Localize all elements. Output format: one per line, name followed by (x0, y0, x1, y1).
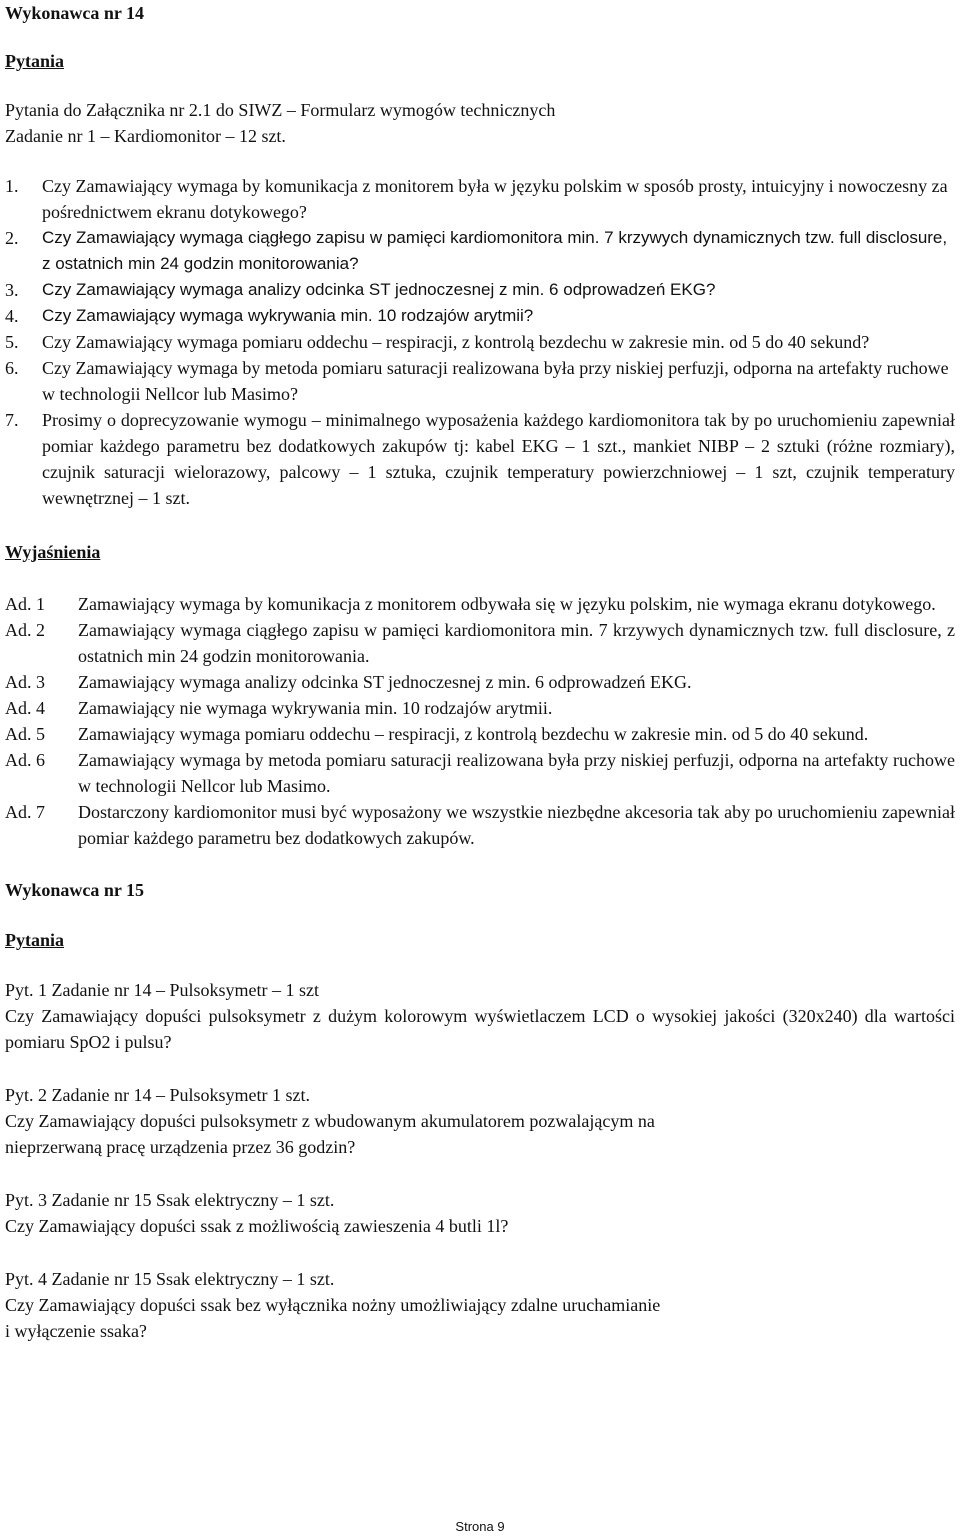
intro-block (5, 97, 955, 149)
answer-text: Zamawiający wymaga pomiaru oddechu – respiracji, z kontrolą bezdechu w zakresie min. od 5 do 40 sekund. (78, 724, 869, 744)
page-number: Strona 9 (455, 1519, 505, 1534)
question-block (5, 1187, 955, 1239)
answer-number: Ad. 4 (5, 698, 45, 718)
list-item (5, 747, 955, 799)
list-item (5, 669, 955, 695)
question-text: nieprzerwaną pracę urządzenia przez 36 godzin? (5, 1137, 356, 1157)
answer-number: Ad. 5 (5, 724, 45, 744)
question-block (5, 1266, 955, 1344)
question-block (5, 1082, 955, 1160)
answer-number: Ad. 2 (5, 620, 45, 640)
question-text: Czy Zamawiający dopuści pulsoksymetr z wbudowanym akumulatorem pozwalającym na (5, 1111, 655, 1131)
intro-line: Pytania do Załącznika nr 2.1 do SIWZ – Formularz wymogów technicznych (5, 100, 556, 120)
list-item (5, 277, 955, 303)
question-text: Czy Zamawiający dopuści ssak bez wyłącznika nożny umożliwiający zdalne uruchamianie (5, 1295, 661, 1315)
list-item (5, 355, 955, 407)
section-title-contractor-14: Wykonawca nr 14 (5, 3, 145, 23)
questions-list (5, 173, 955, 511)
list-item (5, 329, 955, 355)
answer-text: Zamawiający wymaga by metoda pomiaru saturacji realizowana była przy niskiej perfuzji, odporna na artefakty ruchowe w technologii Nellcor lub Masimo. (78, 750, 955, 796)
question-block (5, 977, 955, 1055)
answers-heading: Wyjaśnienia (5, 542, 101, 562)
item-text: Czy Zamawiający wymaga by metoda pomiaru saturacji realizowana była przy niskiej perfuzji, odporna na artefakty ruchowe w technologii Nellcor lub Masimo? (42, 358, 949, 404)
item-text: Czy Zamawiający wymaga ciągłego zapisu w pamięci kardiomonitora min. 7 krzywych dynamicznych tzw. full disclosure, z ostatnich min 24 godzin monitorowania? (42, 228, 948, 273)
answer-text: Dostarczony kardiomonitor musi być wyposażony we wszystkie niezbędne akcesoria tak aby po uruchomieniu zapewniał pomiar każdego parametru bez dodatkowych zakupów. (78, 802, 955, 848)
questions-heading: Pytania (5, 51, 65, 71)
list-item (5, 721, 955, 747)
answers-list (5, 591, 955, 851)
answer-text: Zamawiający wymaga ciągłego zapisu w pamięci kardiomonitora min. 7 krzywych dynamicznych tzw. full disclosure, z ostatnich min 24 godzin monitorowania. (78, 620, 955, 666)
list-item (5, 407, 955, 511)
question-head: Pyt. 1 Zadanie nr 14 – Pulsoksymetr – 1 szt (5, 980, 319, 1000)
item-number: 1. (5, 176, 19, 196)
item-text: Czy Zamawiający wymaga analizy odcinka ST jednoczesnej z min. 6 odprowadzeń EKG? (42, 280, 716, 299)
section-title-contractor-15: Wykonawca nr 15 (5, 880, 145, 900)
list-item (5, 303, 955, 329)
answer-number: Ad. 7 (5, 802, 45, 822)
list-item (5, 799, 955, 851)
question-text: Czy Zamawiający dopuści pulsoksymetr z dużym kolorowym wyświetlaczem LCD o wysokiej jakości (320x240) dla wartości pomiaru SpO2 i pulsu? (5, 1006, 955, 1052)
answer-number: Ad. 1 (5, 594, 45, 614)
question-head: Pyt. 3 Zadanie nr 15 Ssak elektryczny – 1 szt. (5, 1190, 335, 1210)
item-text: Czy Zamawiający wymaga wykrywania min. 10 rodzajów arytmii? (42, 306, 534, 325)
question-text: Czy Zamawiający dopuści ssak z możliwością zawieszenia 4 butli 1l? (5, 1216, 509, 1236)
item-number: 4. (5, 306, 19, 326)
questions-heading: Pytania (5, 930, 65, 950)
item-number: 7. (5, 410, 19, 430)
item-text: Czy Zamawiający wymaga pomiaru oddechu – respiracji, z kontrolą bezdechu w zakresie min. od 5 do 40 sekund? (42, 332, 870, 352)
list-item (5, 695, 955, 721)
question-head: Pyt. 2 Zadanie nr 14 – Pulsoksymetr 1 szt. (5, 1085, 310, 1105)
answer-number: Ad. 3 (5, 672, 45, 692)
list-item (5, 617, 955, 669)
list-item (5, 591, 955, 617)
intro-line: Zadanie nr 1 – Kardiomonitor – 12 szt. (5, 126, 286, 146)
answer-text: Zamawiający nie wymaga wykrywania min. 10 rodzajów arytmii. (78, 698, 553, 718)
document-page (5, 0, 955, 1344)
list-item (5, 225, 955, 277)
item-number: 6. (5, 358, 19, 378)
list-item (5, 173, 955, 225)
item-text: Czy Zamawiający wymaga by komunikacja z monitorem była w języku polskim w sposób prosty, intuicyjny i nowoczesny za pośrednictwem ekranu dotykowego? (42, 176, 948, 222)
item-number: 3. (5, 280, 19, 300)
answer-text: Zamawiający wymaga by komunikacja z monitorem odbywała się w języku polskim, nie wymaga ekranu dotykowego. (78, 594, 936, 614)
item-number: 5. (5, 332, 19, 352)
question-head: Pyt. 4 Zadanie nr 15 Ssak elektryczny – 1 szt. (5, 1269, 335, 1289)
answer-text: Zamawiający wymaga analizy odcinka ST jednoczesnej z min. 6 odprowadzeń EKG. (78, 672, 692, 692)
item-number: 2. (5, 228, 19, 248)
answer-number: Ad. 6 (5, 750, 45, 770)
question-text: i wyłączenie ssaka? (5, 1321, 147, 1341)
item-text: Prosimy o doprecyzowanie wymogu – minimalnego wyposażenia każdego kardiomonitora tak by po uruchomieniu zapewniał pomiar każdego parametru bez dodatkowych zakupów tj: kabel EKG – 1 szt., mankiet NIBP – 2 sztuki (różne rozmiary), czujnik saturacji wielorazowy, palcowy – 1 sztuka, czujnik temperatury powierzchniowej – 1 szt, czujnik temperatury wewnętrznej – 1 szt. (42, 410, 955, 508)
